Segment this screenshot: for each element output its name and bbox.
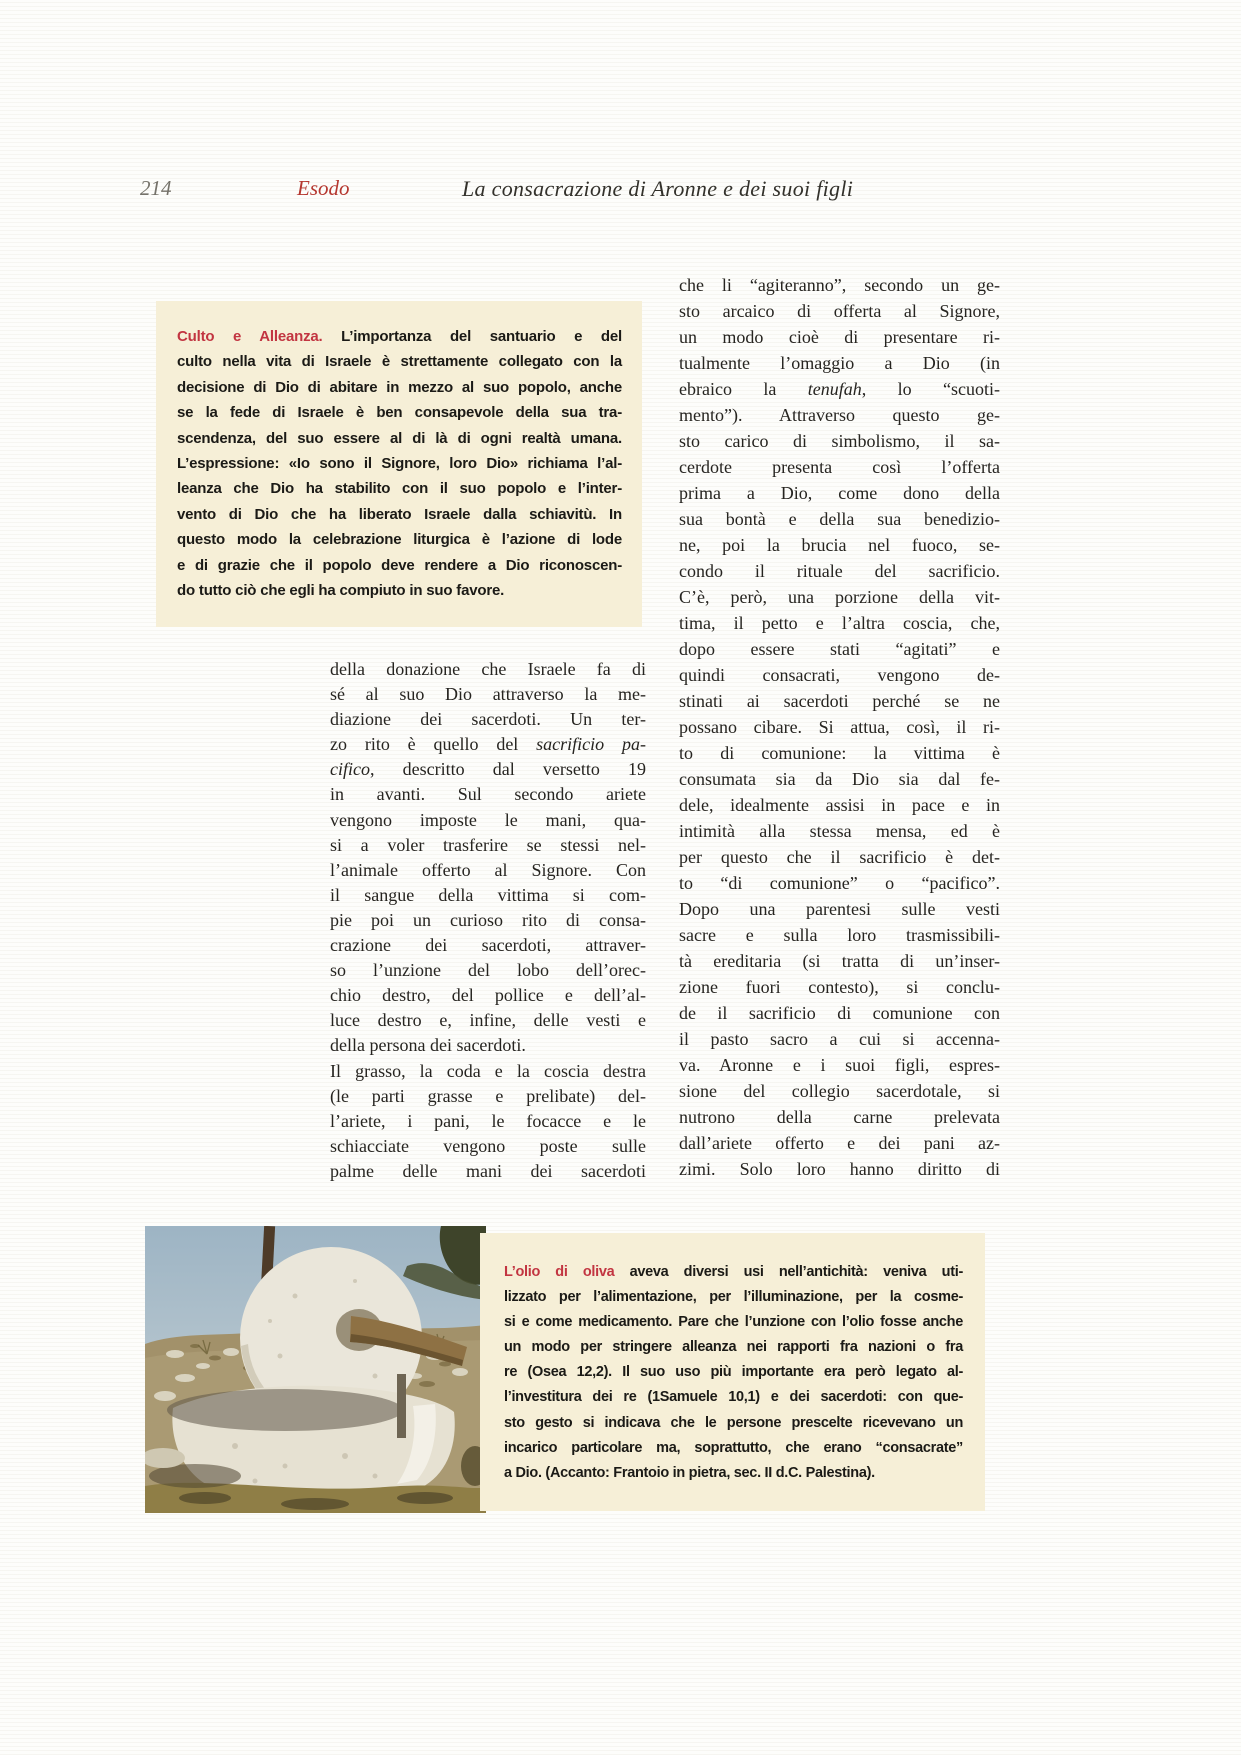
photo-frantoio: [145, 1226, 486, 1513]
section-title: Esodo: [297, 176, 350, 200]
running-title: La consacrazione di Aronne e dei suoi figli: [462, 176, 854, 201]
body-right-column: che li “agiteranno”, secondo un ge- sto arcaico di offerta al Signore, un modo cioè di presentare ri- tualmente l’omaggio a Dio (in ebraico la tenufah, lo “scuoti- mento”). Attraverso questo ge- sto carico di simbolismo, il sa- cerdote presenta così l’offerta prima a Dio, come dono della sua bontà e della sua benedizio- ne, poi la brucia nel fuoco, se- condo il rituale del sacrificio. C’è, però, una porzione della vit- tima, il petto e l’altra coscia, che, dopo essere stati “agitati” e quindi consacrati, vengono de- stinati ai sacerdoti perché se ne possano cibare. Si attua, così, il ri- to di comunione: la vittima è consumata sia da Dio sia dal fe- dele, idealmente assisi in pace e in intimità alla stessa mensa, ed è per questo che il sacrificio è det- to “di comunione” o “pacifico”. Dopo una parentesi sulle vesti sacre e sulla loro trasmissibili- tà ereditaria (si tratta di un’inser- zione fuori contesto), si conclu- de il sacrificio di comunione con il pasto sacro a cui si accenna- va. Aronne e i suoi figli, espres- sione del collegio sacerdotale, si nutrono della carne prelevata dall’ariete offerto e dei pani az- zimi. Solo loro hanno diritto di: [679, 275, 1000, 1179]
page-number: 214: [140, 176, 172, 200]
culto-e-alleanza-box: Culto e Alleanza. L’importanza del santuario e del culto nella vita di Israele è strettamente collegato con la decisione di Dio di abitare in mezzo al suo popolo, anche se la fede di Israele è ben consapevole della sua tra- scendenza, del suo essere al di là di ogni realtà umana. L’espressione: «Io sono il Signore, loro Dio» richiama l’al- leanza che Dio ha stabilito con il suo popolo e l’inter- vento di Dio che ha liberato Israele dalla schiavitù. In questo modo la celebrazione liturgica è l’azione di lode e di grazie che il popolo deve rendere a Dio riconoscen- do tutto ciò che egli ha compiuto in suo favore.: [156, 301, 642, 627]
olio-di-oliva-box: L’olio di oliva aveva diversi usi nell’antichità: veniva uti- lizzato per l’alimentazione, per l’illuminazione, per la cosme- si e come medicamento. Pare che l’unzione con l’olio fosse anche un modo per stringere alleanza nei rapporti fra nazioni o fra re (Osea 12,2). Il suo uso più importante era però legato al- l’investitura dei re (1Samuele 10,1) e dei sacerdoti: con que- sto gesto si indicava che le persone prescelte ricevevano un incarico particolare ma, soprattutto, che erano “consacrate” a Dio. (Accanto: Frantoio in pietra, sec. II d.C. Palestina).: [480, 1233, 985, 1511]
body-left-column: della donazione che Israele fa di sé al suo Dio attraverso la me- diazione dei sacerdoti. Un ter- zo rito è quello del sacrificio pa- cifico, descritto dal versetto 19 in avanti. Sul secondo ariete vengono imposte le mani, qua- si a voler trasferire se stessi nel- l’animale offerto al Signore. Con il sangue della vittima si com- pie poi un curioso rito di consa- crazione dei sacerdoti, attraver- so l’unzione del lobo dell’orec- chio destro, del pollice e dell’al- luce destro e, infine, delle vesti e della persona dei sacerdoti. Il grasso, la coda e la coscia destra (le parti grasse e prelibate) del- l’ariete, i pani, le focacce e le schiacciate vengono poste sulle palme delle mani dei sacerdoti: [330, 659, 646, 1181]
frantoio-illustration: [145, 1226, 486, 1513]
